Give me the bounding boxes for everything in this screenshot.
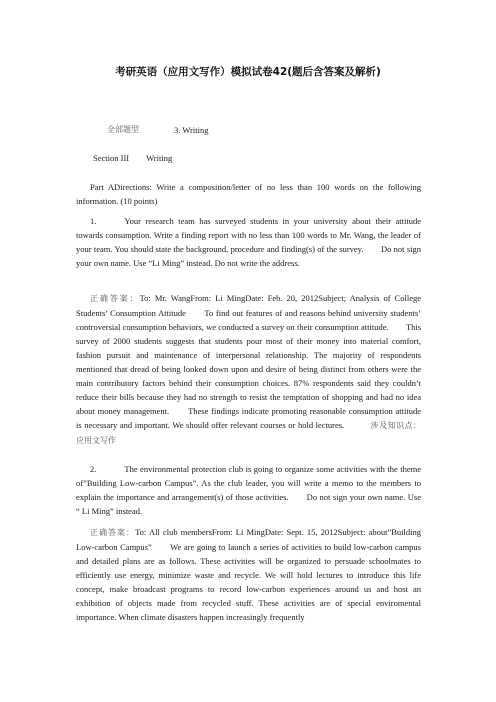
answer-1-text: To: Mr. WangFrom: Li MingDate: Feb. 20, 2012Subject; Analysis of College Students’ Consumption Attitude To find out features of and reasons behind university students’ controversial consumption behaviors, we conducted a survey on their consumption attitude. This survey of 2000 students suggests that students pour most of their money into material comfort, fashion pursuit and maintenance of interpersonal relationship. The majority of respondents mentioned that dread of being looked down upon and desire of being distinct from others were the main contributory factors behind their consumption choices. 87% respondents said they couldn’t reduce their bills because they had no strength to resist the temptation of shopping and had no idea about money management. These findings indicate promoting reasonable consumption attitude is necessary and important. We should offer relevant courses or hold lectures. xyxy=(76,293,421,430)
section-label-all-questions: 全部题型 xyxy=(107,125,139,134)
part-directions: Part ADirections: Write a composition/letter of no less than 100 words on the following information. (10 points) xyxy=(76,182,421,206)
answer-2-label: 正确答案： xyxy=(90,528,136,537)
section-type: 3. Writing xyxy=(174,125,209,135)
answer-1-label: 正确答案： xyxy=(90,294,140,303)
section-heading: Section III Writing xyxy=(93,153,173,163)
question-2-text: The environmental protection club is going to organize some activities with the theme of”Building Low-carbon Campus”. As the club leader, you will write a memo to the members to explain the importance and arrangement(s) of those activities. Do not sign your own name. Use “ Li Ming” instead. xyxy=(76,464,421,516)
question-1-text: Your research team has surveyed students in your university about their attitude towards consumption. Write a finding report with no less than 100 words to Mr. Wang, the leader of your team. You should state the background, procedure and finding(s) of the survey. Do not sign your own name. Use “Li Ming” instead. Do not write the address. xyxy=(76,216,421,268)
document-title: 考研英语（应用文写作）模拟试卷42(题后含答案及解析) xyxy=(115,66,381,78)
answer-2 xyxy=(76,525,421,624)
question-2-number: 2. xyxy=(90,464,97,474)
question-2 xyxy=(76,462,421,518)
question-1-number: 1. xyxy=(90,216,97,226)
answer-1-knowledge: 涉及知识点：应用文写作 xyxy=(76,421,421,445)
answer-1 xyxy=(76,291,421,448)
answer-2-text: To: All club membersFrom: Li MingDate: Sept. 15, 2012Subject: about”Building Low-carbon Campus” We are going to launch a series of activities to build low-carbon campus and detailed plans are as follows. These activities will be organized to persuade schoolmates to efficiently use energy, minimize waste and recycle. We will hold lectures to introduce this life concept, make broadcast programs to record low-carbon experiences around us and host an exhibition of objects made from recycled stuff. These activities are of special enviromental importance. When climate disasters happen increasingly frequently xyxy=(76,527,422,622)
question-1 xyxy=(76,214,421,270)
